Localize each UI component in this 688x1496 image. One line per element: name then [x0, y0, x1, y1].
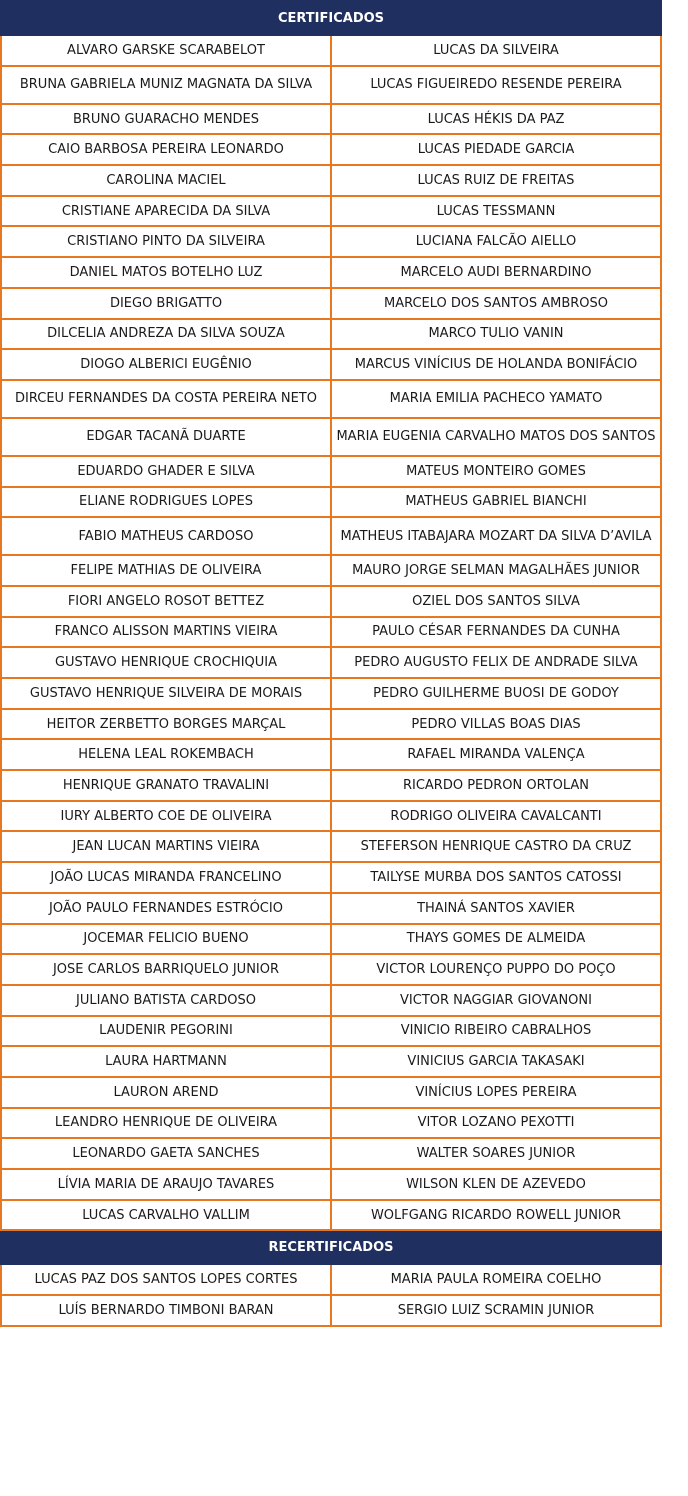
- name-cell: VINICIUS GARCIA TAKASAKI: [331, 1046, 661, 1077]
- name-cell: EDGAR TACANÃ DUARTE: [1, 418, 331, 456]
- name-cell: THAINÁ SANTOS XAVIER: [331, 893, 661, 924]
- table-row: [1, 555, 661, 586]
- name-cell: MARCUS VINÍCIUS DE HOLANDA BONIFÁCIO: [331, 349, 661, 380]
- name-cell: MAURO JORGE SELMAN MAGALHÃES JUNIOR: [331, 555, 661, 586]
- name-cell: MARCO TULIO VANIN: [331, 319, 661, 350]
- name-cell: LUCAS DA SILVEIRA: [331, 35, 661, 66]
- name-cell: LAURA HARTMANN: [1, 1046, 331, 1077]
- table-row: [1, 1200, 661, 1231]
- table-row: [1, 586, 661, 617]
- name-cell: TAILYSE MURBA DOS SANTOS CATOSSI: [331, 862, 661, 893]
- table-row: [1, 954, 661, 985]
- name-cell: DILCELIA ANDREZA DA SILVA SOUZA: [1, 319, 331, 350]
- name-cell: SERGIO LUIZ SCRAMIN JUNIOR: [331, 1295, 661, 1326]
- name-cell: DIEGO BRIGATTO: [1, 288, 331, 319]
- table-row: [1, 1295, 661, 1326]
- table-row: [1, 617, 661, 648]
- name-cell: FRANCO ALISSON MARTINS VIEIRA: [1, 617, 331, 648]
- name-cell: GUSTAVO HENRIQUE SILVEIRA DE MORAIS: [1, 678, 331, 709]
- name-cell: WALTER SOARES JUNIOR: [331, 1138, 661, 1169]
- table-row: [1, 380, 661, 418]
- name-cell: FIORI ANGELO ROSOT BETTEZ: [1, 586, 331, 617]
- name-cell: LUCAS PIEDADE GARCIA: [331, 134, 661, 165]
- name-cell: FELIPE MATHIAS DE OLIVEIRA: [1, 555, 331, 586]
- name-cell: VINICIO RIBEIRO CABRALHOS: [331, 1016, 661, 1047]
- name-cell: MARCELO DOS SANTOS AMBROSO: [331, 288, 661, 319]
- name-cell: EDUARDO GHADER E SILVA: [1, 456, 331, 487]
- name-cell: CAROLINA MACIEL: [1, 165, 331, 196]
- name-cell: LAURON AREND: [1, 1077, 331, 1108]
- name-cell: MATHEUS ITABAJARA MOZART DA SILVA D’AVILA: [331, 517, 661, 555]
- table-row: [1, 647, 661, 678]
- table-row: [1, 1108, 661, 1139]
- name-cell: WILSON KLEN DE AZEVEDO: [331, 1169, 661, 1200]
- table-row: [1, 924, 661, 955]
- table-row: [1, 456, 661, 487]
- section-header-row: [1, 1, 661, 35]
- table-row: [1, 1138, 661, 1169]
- table-row: [1, 349, 661, 380]
- name-cell: DIRCEU FERNANDES DA COSTA PEREIRA NETO: [1, 380, 331, 418]
- name-cell: MARIA EUGENIA CARVALHO MATOS DOS SANTOS: [331, 418, 661, 456]
- name-cell: ELIANE RODRIGUES LOPES: [1, 487, 331, 518]
- name-cell: JOÃO LUCAS MIRANDA FRANCELINO: [1, 862, 331, 893]
- name-cell: LUÍS BERNARDO TIMBONI BARAN: [1, 1295, 331, 1326]
- name-cell: WOLFGANG RICARDO ROWELL JUNIOR: [331, 1200, 661, 1231]
- name-cell: VICTOR LOURENÇO PUPPO DO POÇO: [331, 954, 661, 985]
- table-row: [1, 709, 661, 740]
- name-cell: JOSE CARLOS BARRIQUELO JUNIOR: [1, 954, 331, 985]
- name-cell: CRISTIANE APARECIDA DA SILVA: [1, 196, 331, 227]
- table-row: [1, 66, 661, 104]
- table-row: [1, 1016, 661, 1047]
- name-cell: LEANDRO HENRIQUE DE OLIVEIRA: [1, 1108, 331, 1139]
- name-cell: HENRIQUE GRANATO TRAVALINI: [1, 770, 331, 801]
- name-cell: PEDRO GUILHERME BUOSI DE GODOY: [331, 678, 661, 709]
- table-row: [1, 770, 661, 801]
- name-cell: JOÃO PAULO FERNANDES ESTRÓCIO: [1, 893, 331, 924]
- table-row: [1, 1169, 661, 1200]
- name-cell: CRISTIANO PINTO DA SILVEIRA: [1, 226, 331, 257]
- name-cell: BRUNA GABRIELA MUNIZ MAGNATA DA SILVA: [1, 66, 331, 104]
- table-row: [1, 831, 661, 862]
- name-cell: LUCAS HÉKIS DA PAZ: [331, 104, 661, 135]
- name-cell: JOCEMAR FELICIO BUENO: [1, 924, 331, 955]
- section-title: CERTIFICADOS: [1, 1, 661, 35]
- table-row: [1, 319, 661, 350]
- table-row: [1, 893, 661, 924]
- name-cell: JULIANO BATISTA CARDOSO: [1, 985, 331, 1016]
- name-cell: LUCAS CARVALHO VALLIM: [1, 1200, 331, 1231]
- table-row: [1, 1046, 661, 1077]
- table-row: [1, 678, 661, 709]
- name-cell: HELENA LEAL ROKEMBACH: [1, 739, 331, 770]
- name-cell: LÍVIA MARIA DE ARAUJO TAVARES: [1, 1169, 331, 1200]
- table-row: [1, 418, 661, 456]
- table-row: [1, 517, 661, 555]
- name-cell: HEITOR ZERBETTO BORGES MARÇAL: [1, 709, 331, 740]
- section-title: RECERTIFICADOS: [1, 1230, 661, 1264]
- table-row: [1, 134, 661, 165]
- certificates-table-body: [1, 1, 661, 1326]
- name-cell: IURY ALBERTO COE DE OLIVEIRA: [1, 801, 331, 832]
- table-row: [1, 801, 661, 832]
- table-row: [1, 487, 661, 518]
- name-cell: VICTOR NAGGIAR GIOVANONI: [331, 985, 661, 1016]
- name-cell: STEFERSON HENRIQUE CASTRO DA CRUZ: [331, 831, 661, 862]
- name-cell: PAULO CÉSAR FERNANDES DA CUNHA: [331, 617, 661, 648]
- name-cell: PEDRO VILLAS BOAS DIAS: [331, 709, 661, 740]
- name-cell: FABIO MATHEUS CARDOSO: [1, 517, 331, 555]
- table-row: [1, 1077, 661, 1108]
- name-cell: PEDRO AUGUSTO FELIX DE ANDRADE SILVA: [331, 647, 661, 678]
- name-cell: RODRIGO OLIVEIRA CAVALCANTI: [331, 801, 661, 832]
- section-header-row: [1, 1230, 661, 1264]
- name-cell: LAUDENIR PEGORINI: [1, 1016, 331, 1047]
- table-row: [1, 288, 661, 319]
- name-cell: MARIA PAULA ROMEIRA COELHO: [331, 1264, 661, 1295]
- name-cell: THAYS GOMES DE ALMEIDA: [331, 924, 661, 955]
- table-row: [1, 739, 661, 770]
- name-cell: RAFAEL MIRANDA VALENÇA: [331, 739, 661, 770]
- name-cell: VITOR LOZANO PEXOTTI: [331, 1108, 661, 1139]
- table-row: [1, 196, 661, 227]
- name-cell: MATEUS MONTEIRO GOMES: [331, 456, 661, 487]
- name-cell: MARCELO AUDI BERNARDINO: [331, 257, 661, 288]
- name-cell: LUCAS RUIZ DE FREITAS: [331, 165, 661, 196]
- name-cell: DANIEL MATOS BOTELHO LUZ: [1, 257, 331, 288]
- name-cell: OZIEL DOS SANTOS SILVA: [331, 586, 661, 617]
- name-cell: RICARDO PEDRON ORTOLAN: [331, 770, 661, 801]
- name-cell: DIOGO ALBERICI EUGÊNIO: [1, 349, 331, 380]
- table-row: [1, 985, 661, 1016]
- name-cell: LUCAS FIGUEIREDO RESENDE PEREIRA: [331, 66, 661, 104]
- name-cell: GUSTAVO HENRIQUE CROCHIQUIA: [1, 647, 331, 678]
- name-cell: ALVARO GARSKE SCARABELOT: [1, 35, 331, 66]
- table-row: [1, 165, 661, 196]
- table-row: [1, 862, 661, 893]
- table-row: [1, 1264, 661, 1295]
- name-cell: VINÍCIUS LOPES PEREIRA: [331, 1077, 661, 1108]
- name-cell: LUCAS TESSMANN: [331, 196, 661, 227]
- table-row: [1, 35, 661, 66]
- name-cell: LUCIANA FALCÃO AIELLO: [331, 226, 661, 257]
- name-cell: LUCAS PAZ DOS SANTOS LOPES CORTES: [1, 1264, 331, 1295]
- name-cell: LEONARDO GAETA SANCHES: [1, 1138, 331, 1169]
- name-cell: JEAN LUCAN MARTINS VIEIRA: [1, 831, 331, 862]
- table-row: [1, 226, 661, 257]
- name-cell: CAIO BARBOSA PEREIRA LEONARDO: [1, 134, 331, 165]
- name-cell: MATHEUS GABRIEL BIANCHI: [331, 487, 661, 518]
- name-cell: MARIA EMILIA PACHECO YAMATO: [331, 380, 661, 418]
- table-row: [1, 104, 661, 135]
- name-cell: BRUNO GUARACHO MENDES: [1, 104, 331, 135]
- table-row: [1, 257, 661, 288]
